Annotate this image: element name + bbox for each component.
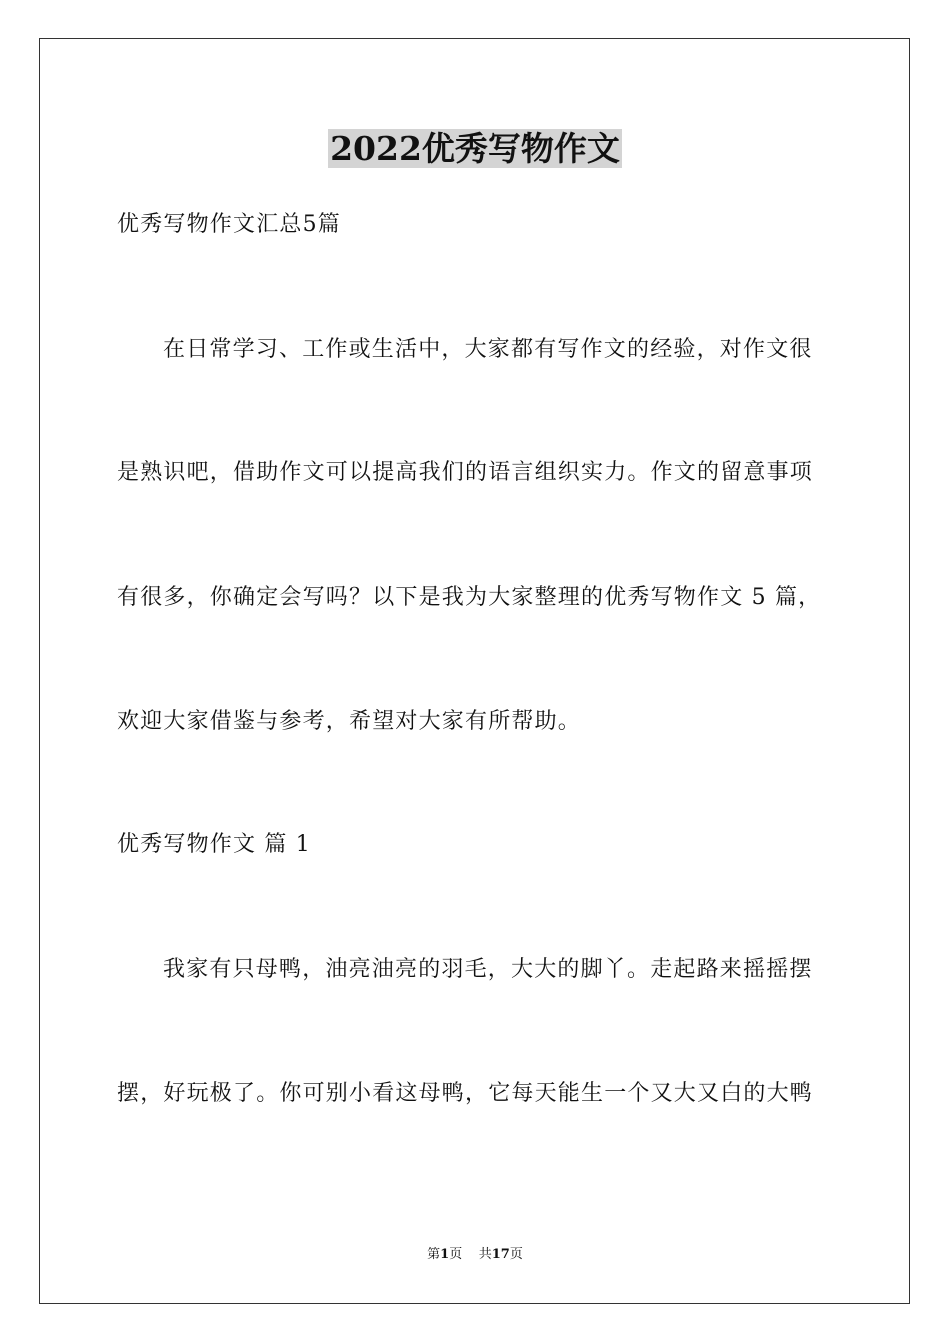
intro-line-3: 有很多，你确定会写吗？以下是我为大家整理的优秀写物作文 5 篇， (117, 585, 822, 610)
total-suffix: 页 (509, 1247, 523, 1262)
total-prefix: 共 (478, 1247, 492, 1262)
page-suffix: 页 (449, 1247, 463, 1262)
total-pages: 17 (491, 1247, 510, 1262)
intro-line-2: 是熟识吧，借助作文可以提高我们的语言组织实力。作文的留意事项 (117, 460, 814, 485)
document-title-text: 2022优秀写物作文 (330, 129, 620, 168)
section-line-1: 我家有只母鸭，油亮油亮的羽毛，大大的脚丫。走起路来摇摇摆 (163, 957, 813, 982)
section-line-2: 摆，好玩极了。你可别小看这母鸭，它每天能生一个又大又白的大鸭 (117, 1081, 814, 1106)
page-footer (0, 1246, 950, 1264)
section-heading: 优秀写物作文 篇 1 (117, 832, 311, 857)
document-title (0, 128, 950, 170)
intro-line-4: 欢迎大家借鉴与参考，希望对大家有所帮助。 (117, 709, 582, 734)
page-number: 1 (440, 1247, 450, 1262)
intro-line-1: 在日常学习、工作或生活中，大家都有写作文的经验，对作文很 (163, 337, 813, 362)
document-subtitle: 优秀写物作文汇总5篇 (117, 212, 341, 237)
page-prefix: 第 (427, 1247, 441, 1262)
